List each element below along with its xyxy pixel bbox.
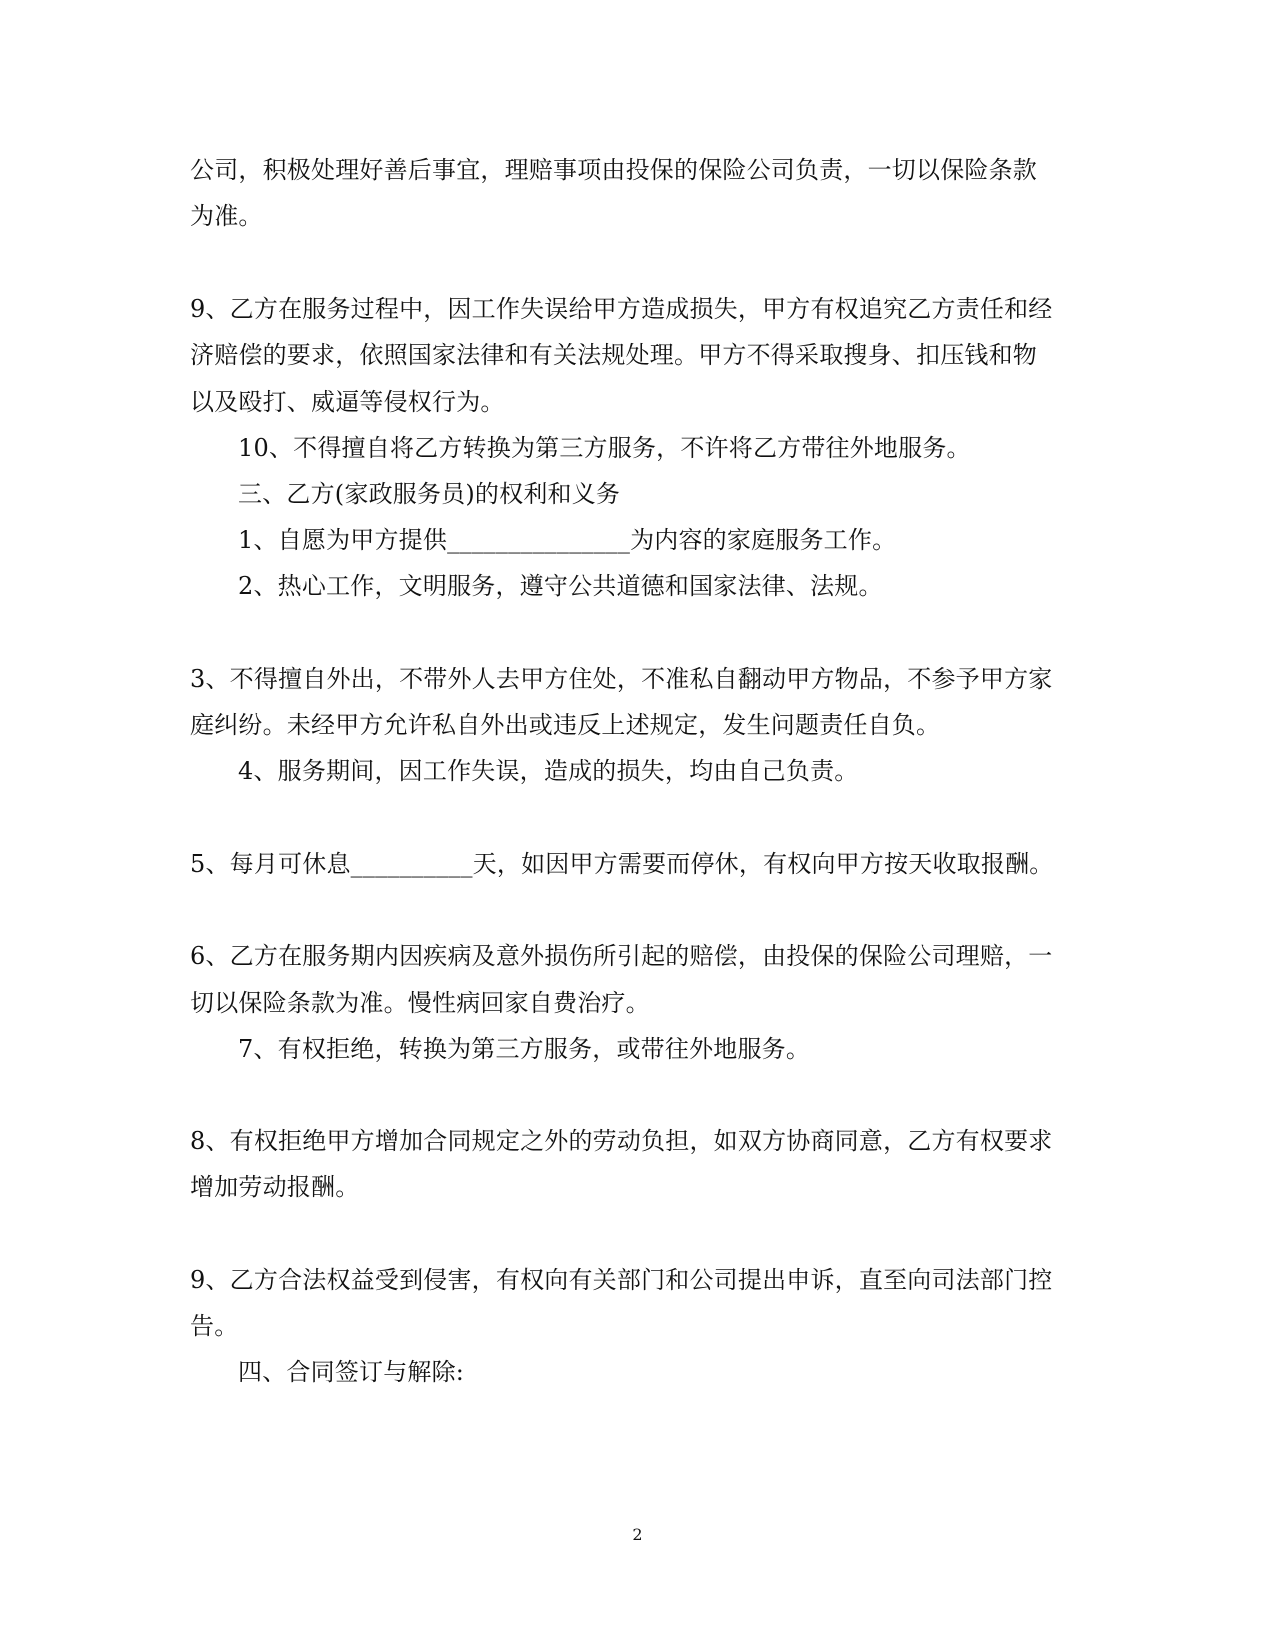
text-line: 9、乙方合法权益受到侵害，有权向有关部门和公司提出申诉，直至向司法部门控: [190, 1266, 1053, 1294]
text-line: 增加劳动报酬。: [190, 1173, 360, 1201]
text-line: 告。: [190, 1312, 239, 1340]
text-line: 2、热心工作，文明服务，遵守公共道德和国家法律、法规。: [238, 572, 883, 600]
text-line: 8、有权拒绝甲方增加合同规定之外的劳动负担，如双方协商同意，乙方有权要求: [190, 1127, 1053, 1155]
text-line: 3、不得擅自外出，不带外人去甲方住处，不准私自翻动甲方物品，不参予甲方家: [190, 665, 1053, 693]
text-line: 切以保险条款为准。慢性病回家自费治疗。: [190, 989, 650, 1017]
text-line: 7、有权拒绝，转换为第三方服务，或带往外地服务。: [238, 1035, 811, 1063]
text-line: 10、不得擅自将乙方转换为第三方服务，不许将乙方带往外地服务。: [238, 434, 971, 462]
text-line: 5、每月可休息__________天，如因甲方需要而停休，有权向甲方按天收取报酬。: [190, 850, 1054, 878]
text-line: 公司，积极处理好善后事宜，理赔事项由投保的保险公司负责，一切以保险条款: [190, 156, 1037, 184]
text-line: 为准。: [190, 202, 263, 230]
page-number: 2: [632, 1525, 643, 1544]
section-heading: 四、合同签订与解除:: [238, 1358, 465, 1386]
text-line: 4、服务期间，因工作失误，造成的损失，均由自己负责。: [238, 757, 859, 785]
text-line: 庭纠纷。未经甲方允许私自外出或违反上述规定，发生问题责任自负。: [190, 711, 941, 739]
text-line: 1、自愿为甲方提供_______________为内容的家庭服务工作。: [238, 526, 897, 554]
text-line: 济赔偿的要求，依照国家法律和有关法规处理。甲方不得采取搜身、扣压钱和物: [190, 341, 1037, 369]
text-line: 6、乙方在服务期内因疾病及意外损伤所引起的赔偿，由投保的保险公司理赔，一: [190, 942, 1053, 970]
section-heading: 三、乙方(家政服务员)的权利和义务: [238, 480, 621, 508]
text-line: 以及殴打、威逼等侵权行为。: [190, 388, 505, 416]
text-line: 9、乙方在服务过程中，因工作失误给甲方造成损失，甲方有权追究乙方责任和经: [190, 295, 1053, 323]
